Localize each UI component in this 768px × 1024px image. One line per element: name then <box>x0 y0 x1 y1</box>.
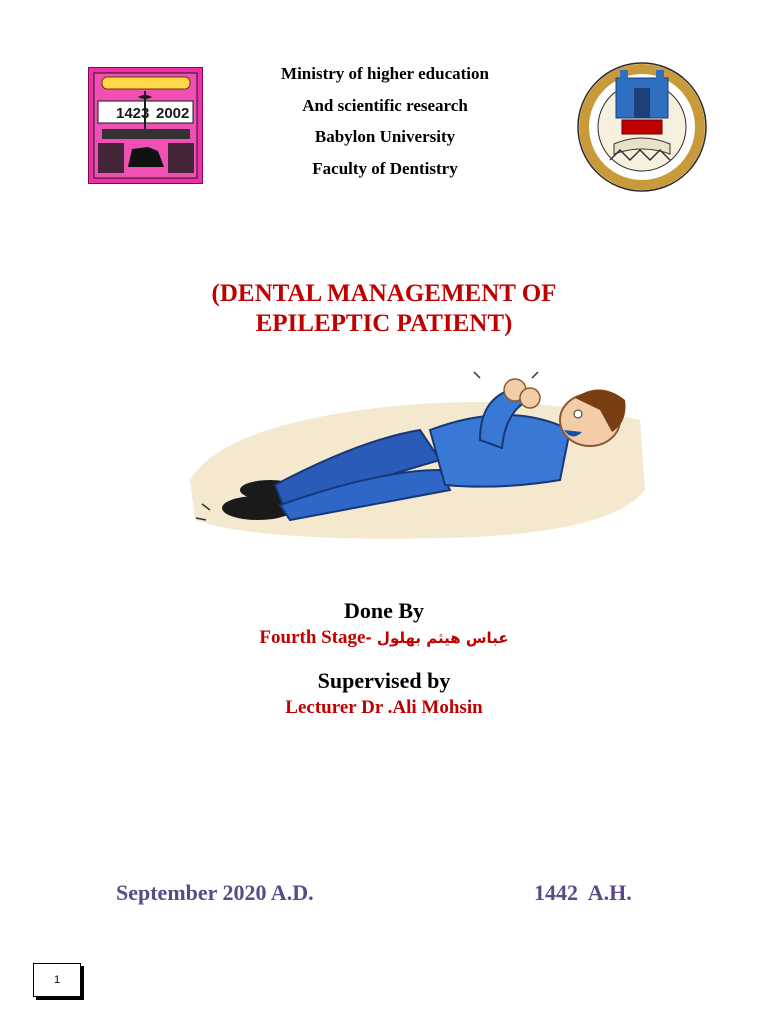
header-line-ministry: Ministry of higher education <box>281 64 489 83</box>
header-line-university: Babylon University <box>314 127 456 146</box>
gregorian-date: September 2020 A.D. <box>116 880 314 905</box>
header-line-research: And scientific research <box>302 95 468 115</box>
hijri-date: 1442 A.H. <box>534 880 632 905</box>
college-logo-icon <box>88 67 203 184</box>
document-title <box>120 279 648 339</box>
done-by-heading: Done By <box>343 598 425 623</box>
title-line-2: EPILEPTIC PATIENT) <box>255 310 513 337</box>
man-having-seizure-icon <box>180 370 650 545</box>
student-name: عباس هيثم بهلول - <box>365 629 509 647</box>
college-of-dentistry-logo <box>88 67 203 184</box>
student-stage: Fourth Stage <box>259 627 366 648</box>
seizure-illustration <box>180 370 650 545</box>
page-number: 1 <box>33 963 81 997</box>
babylon-seal-icon <box>574 58 710 196</box>
logo-year-right: 2002 <box>156 105 190 122</box>
institution-header <box>200 58 570 184</box>
student-line <box>200 627 568 649</box>
supervisor-name: Lecturer Dr .Ali Mohsin <box>285 697 483 718</box>
university-of-babylon-seal <box>574 58 710 196</box>
supervised-by-heading: Supervised by <box>317 668 451 693</box>
logo-year-left: 1423 <box>116 105 150 122</box>
title-line-1: (DENTAL MANAGEMENT OF <box>211 280 557 307</box>
header-line-faculty: Faculty of Dentistry <box>312 158 458 178</box>
